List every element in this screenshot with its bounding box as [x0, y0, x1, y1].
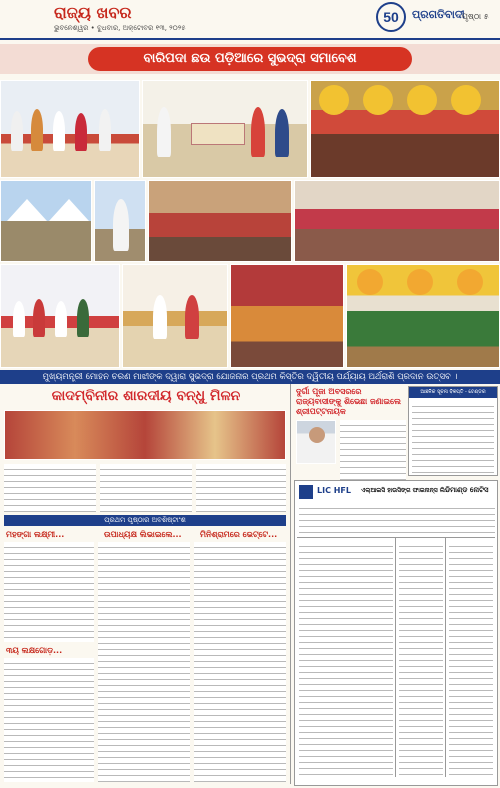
story-left-column1	[4, 464, 96, 512]
photo-crowd-center	[148, 180, 292, 262]
lic-subtitle: ଏଲ୍ଆଇସି ହାଉସିଙ୍ଗ ଫାଇନାନ୍ସ ଲି.	[361, 487, 448, 494]
tender-box	[408, 386, 498, 476]
photo-caption: ମୁଖ୍ୟମନ୍ତ୍ରୀ ମୋହନ ଚରଣ ମାଝୀଙ୍କ ଦ୍ୱାରା ସୁଭଦ୍ରା ଯୋଜନାର ପ୍ରଥମ କିସ୍ତିର ଦ୍ୱିତୀୟ ପର୍ଯ୍ୟାୟ ଅର୍ଥରାଶି ପ୍ରଦାନ ଉତ୍ସବ ।	[0, 370, 500, 384]
tender-title: ଆଞ୍ଚଳିକ ସୂଚନା ବିଜ୍ଞପ୍ତି - ଟେଣ୍ଡର	[409, 387, 497, 398]
section-title: ରାଜ୍ୟ ଖବର	[54, 3, 132, 22]
story-right-text	[340, 420, 406, 480]
continued-subhead-3: ମିନିଶ୍ରାମରେ ଭେଟ୍ଟେ...	[200, 530, 278, 539]
page-header	[0, 0, 500, 40]
continued-subhead-4: ୩ୟ ଲକ୍ଷଗୋଡ଼...	[6, 646, 63, 655]
lic-title: LIC HFL	[317, 486, 351, 495]
photo-dancers	[346, 264, 500, 368]
date-line: ଭୁବନେଶ୍ୱର • ବୁଧବାର, ଅକ୍ଟୋବର ୧୩, ୨୦୨୫	[54, 24, 186, 32]
story-left-column2	[100, 464, 192, 512]
photo-cutout	[94, 180, 146, 262]
continued-subhead-2: ଉପାଧ୍ୟକ୍ଷ ଲିଭାଇଲେ...	[104, 530, 182, 539]
newspaper-name: ପ୍ରଗତିବାଦୀ	[412, 8, 465, 21]
story-left-column3	[196, 464, 286, 512]
photo-women	[230, 264, 344, 368]
story-left-headline: କାଦମ୍ବିନୀର ଶାରଦୀୟ ବନ୍ଧୁ ମିଳନ	[51, 388, 241, 404]
demand-notice-title: ଡିମାଣ୍ଡ ନୋଟିସ	[445, 486, 489, 494]
anniversary-logo: 50	[376, 2, 406, 32]
continued-header: ପ୍ରଥମ ପୃଷ୍ଠାର ଅବଶିଷ୍ଟାଂଶ	[4, 515, 286, 526]
continued-text-3	[194, 542, 286, 782]
photo-tents	[0, 180, 92, 262]
continued-subhead-1: ମହଙ୍ଗା ଲକ୍ଷ୍ମୀ...	[6, 530, 65, 539]
photo-meeting	[4, 410, 286, 460]
photo-stage-speech	[122, 264, 228, 368]
column-divider	[290, 384, 291, 784]
continued-text-4	[4, 658, 94, 782]
photo-dais	[0, 264, 120, 368]
photo-crowd-yellow	[310, 80, 500, 178]
lic-ad	[294, 480, 498, 786]
continued-text-2	[98, 542, 190, 782]
photo-naveen	[296, 420, 336, 464]
banner	[0, 44, 500, 74]
story-right-headline: ଦୁର୍ଗା ପୂଜା ଅବସରରେ ରାଜ୍ୟବାସୀଙ୍କୁ ଶିଭେଛା ଜଣାଇଲେ ଶ୍ରୀପଟ୍ଟନାୟକ	[296, 386, 402, 416]
photo-crowd-right	[294, 180, 500, 262]
photo-stage	[0, 80, 140, 178]
photo-cheque	[142, 80, 308, 178]
page-number: ପୃଷ୍ଠା ୫	[462, 12, 489, 21]
banner-title: ବାରିପଦା ଛଉ ପଡ଼ିଆରେ ସୁଭଦ୍ରା ସମାବେଶ	[88, 47, 412, 71]
continued-text-1	[4, 542, 94, 642]
